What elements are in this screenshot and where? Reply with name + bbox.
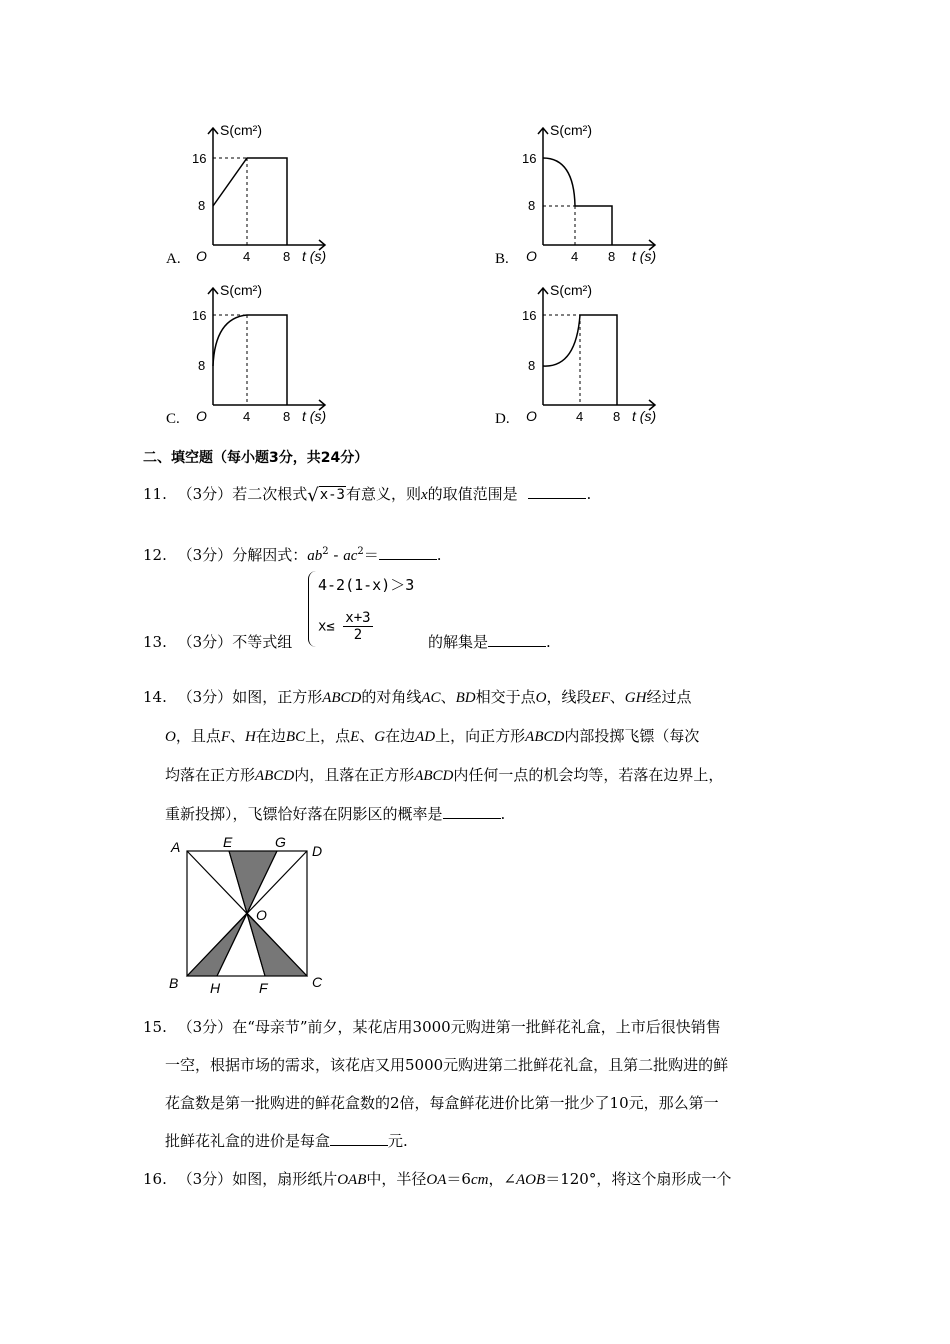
q12-term-ac: ac bbox=[343, 548, 358, 564]
q12-sup-2: 2 bbox=[357, 546, 364, 557]
q14-t: 重新投掷），飞镖恰好落在阴影区的概率是 bbox=[165, 805, 443, 823]
q14-v: E bbox=[350, 729, 360, 745]
graph-a bbox=[180, 118, 340, 268]
q14-v: O bbox=[535, 690, 547, 706]
graph-c-ylabel: S(cm²) bbox=[220, 282, 262, 298]
q14-t: 的对角线 bbox=[361, 688, 422, 706]
graph-d-ytick-16: 16 bbox=[522, 308, 537, 323]
graph-a-xlabel: t (s) bbox=[302, 248, 327, 264]
q15-line-2: 一空，根据市场的需求，该花店又用5000元购进第二批鲜花礼盒，且第二批购进的鲜 bbox=[165, 1056, 729, 1074]
graph-b-label: B. bbox=[495, 251, 509, 267]
q11-text-post: 的取值范围是 bbox=[427, 485, 518, 503]
q14-t: 均落在正方形 bbox=[165, 766, 256, 784]
q14-t: 经过点 bbox=[646, 688, 692, 706]
graph-d-ylabel: S(cm²) bbox=[550, 282, 592, 298]
q11-text-mid: 有意义，则 bbox=[345, 485, 421, 503]
graph-c-xtick-8: 8 bbox=[283, 409, 291, 424]
point-o: O bbox=[256, 907, 267, 923]
q14-line-3 bbox=[143, 756, 813, 795]
q13-text-post: 的解集是 bbox=[428, 633, 489, 651]
q14-v: F bbox=[220, 729, 231, 745]
q12-number: 12. bbox=[143, 546, 167, 564]
point-d: D bbox=[312, 843, 323, 859]
graph-d-xtick-8: 8 bbox=[613, 409, 621, 424]
graph-c bbox=[180, 278, 340, 428]
q13-numerator: x+3 bbox=[345, 610, 371, 626]
q14-number: 14. bbox=[143, 688, 167, 706]
q14-answer-blank[interactable] bbox=[443, 804, 501, 819]
q15-line-3: 花盒数是第一批购进的鲜花盒数的2倍，每盒鲜花进价比第一批少了10元，那么第一 bbox=[165, 1094, 719, 1112]
q14-t: 内任何一点的机会均等，若落在边界上， bbox=[453, 766, 724, 784]
q14-line-1 bbox=[143, 678, 813, 717]
q15-end: 元. bbox=[388, 1132, 408, 1150]
question-11 bbox=[143, 483, 591, 507]
q15-line-4 bbox=[143, 1122, 813, 1160]
graph-c-origin: O bbox=[196, 408, 207, 424]
q12-answer-blank[interactable] bbox=[379, 545, 437, 560]
graph-a-xtick-4: 4 bbox=[243, 249, 251, 264]
q11-score: （3分） bbox=[177, 485, 233, 503]
square-figure bbox=[165, 832, 345, 1000]
q13-score: （3分） bbox=[177, 633, 233, 651]
q14-t: 上，点 bbox=[305, 727, 351, 745]
q16-t: ＝120°，将这个扇形成一个 bbox=[545, 1170, 732, 1188]
q14-v: AC bbox=[421, 690, 441, 706]
q15-number: 15. bbox=[143, 1018, 167, 1036]
q14-v: H bbox=[245, 729, 256, 745]
q14-t: 内部投掷飞镖（每次 bbox=[564, 727, 700, 745]
q14-t: 在边 bbox=[385, 727, 416, 745]
q11-end: . bbox=[586, 485, 592, 503]
q16-t: ＝6 bbox=[446, 1170, 471, 1188]
q14-v: ABCD bbox=[255, 768, 295, 784]
q14-t: 、 bbox=[359, 727, 375, 745]
q14-v: EF bbox=[591, 690, 610, 706]
q16-v: AOB bbox=[516, 1172, 546, 1188]
graph-c-curve bbox=[213, 315, 287, 405]
q15-score: （3分） bbox=[177, 1018, 233, 1036]
graph-c-ytick-16: 16 bbox=[192, 308, 207, 323]
q11-var: x bbox=[421, 487, 428, 503]
graph-a-ytick-8: 8 bbox=[198, 198, 206, 213]
graph-d-xtick-4: 4 bbox=[576, 409, 584, 424]
q16-t: ，∠ bbox=[488, 1170, 517, 1188]
q14-v: O bbox=[165, 729, 176, 745]
graph-a-xtick-8: 8 bbox=[283, 249, 291, 264]
point-h: H bbox=[210, 980, 221, 996]
q14-line-4 bbox=[143, 795, 813, 833]
q12-sup-1: 2 bbox=[322, 546, 329, 557]
q13-number: 13. bbox=[143, 633, 167, 651]
q16-v: OA bbox=[426, 1172, 447, 1188]
q14-score: （3分） bbox=[177, 688, 233, 706]
section-title: 二、填空题（每小题3分，共24分） bbox=[143, 450, 369, 466]
q14-v: BD bbox=[455, 690, 476, 706]
graph-a-ytick-16: 16 bbox=[192, 151, 207, 166]
graph-b-ylabel: S(cm²) bbox=[550, 122, 592, 138]
graph-c-label: C. bbox=[166, 411, 180, 427]
q14-t: 内，且落在正方形 bbox=[294, 766, 415, 784]
q16-score: （3分） bbox=[177, 1170, 233, 1188]
question-13 bbox=[143, 631, 292, 653]
q14-v: G bbox=[374, 729, 386, 745]
q12-end: . bbox=[436, 546, 442, 564]
q13-end: . bbox=[546, 633, 551, 651]
question-16 bbox=[143, 1160, 813, 1199]
q13-denominator: 2 bbox=[353, 627, 363, 643]
q16-v: cm bbox=[470, 1172, 489, 1188]
point-e: E bbox=[223, 834, 233, 850]
graph-d-origin: O bbox=[526, 408, 537, 424]
q13-tail bbox=[428, 631, 551, 653]
q14-t: 、 bbox=[230, 727, 246, 745]
q14-t: 、 bbox=[440, 688, 456, 706]
q11-radicand: x-3 bbox=[319, 487, 345, 503]
point-g: G bbox=[275, 834, 286, 850]
q12-term-ab: ab bbox=[307, 548, 323, 564]
q14-t: ，且点 bbox=[175, 727, 221, 745]
q15-answer-blank[interactable] bbox=[330, 1131, 388, 1146]
graph-a-label: A. bbox=[166, 251, 181, 267]
graph-a-ylabel: S(cm²) bbox=[220, 122, 262, 138]
q14-end: . bbox=[500, 805, 506, 823]
q14-line-2 bbox=[143, 717, 813, 756]
q14-t: ，线段 bbox=[546, 688, 592, 706]
q14-v: BC bbox=[285, 729, 306, 745]
graph-a-curve bbox=[213, 158, 287, 245]
q13-fraction bbox=[343, 610, 372, 643]
q13-text-pre: 不等式组 bbox=[232, 633, 293, 651]
graph-d-xlabel: t (s) bbox=[632, 408, 657, 424]
q12-eq: ＝ bbox=[363, 546, 379, 564]
graph-b-origin: O bbox=[526, 248, 537, 264]
question-12 bbox=[143, 541, 442, 567]
graph-b-xlabel: t (s) bbox=[632, 248, 657, 264]
point-b: B bbox=[169, 975, 179, 991]
q14-v: ABCD bbox=[414, 768, 454, 784]
question-14 bbox=[143, 678, 813, 833]
graph-b-xtick-4: 4 bbox=[571, 249, 579, 264]
q13-answer-blank[interactable] bbox=[488, 632, 546, 647]
q14-t: 相交于点 bbox=[475, 688, 536, 706]
q12-score: （3分） bbox=[177, 546, 233, 564]
q16-v: OAB bbox=[337, 1172, 367, 1188]
q14-v: ABCD bbox=[322, 690, 362, 706]
q11-answer-blank[interactable] bbox=[528, 484, 586, 499]
q11-number: 11. bbox=[143, 485, 167, 503]
graph-c-xtick-4: 4 bbox=[243, 409, 251, 424]
point-c: C bbox=[312, 974, 323, 990]
q15-line-1 bbox=[143, 1008, 813, 1046]
graph-b-xtick-8: 8 bbox=[608, 249, 616, 264]
q16-t: 中，半径 bbox=[366, 1170, 427, 1188]
shaded-region-top bbox=[229, 851, 277, 913]
q12-text-pre: 分解因式： bbox=[232, 546, 308, 564]
graph-d-ytick-8: 8 bbox=[528, 358, 536, 373]
q13-inequality-2 bbox=[318, 610, 373, 643]
graph-d bbox=[510, 278, 670, 428]
q14-v: ABCD bbox=[525, 729, 565, 745]
graph-c-ytick-8: 8 bbox=[198, 358, 206, 373]
graph-b-ytick-16: 16 bbox=[522, 151, 537, 166]
q13-brace bbox=[308, 571, 316, 647]
q14-t: 如图，正方形 bbox=[232, 688, 323, 706]
q11-text-pre: 若二次根式 bbox=[232, 485, 308, 503]
point-a: A bbox=[171, 839, 181, 855]
graph-b bbox=[510, 118, 670, 268]
q15-text: 在“母亲节”前夕，某花店用3000元购进第一批鲜花礼盒，上市后很快销售 bbox=[232, 1018, 721, 1036]
q13-inequality-1: 4-2(1-x)＞3 bbox=[318, 576, 415, 594]
question-15 bbox=[143, 1008, 813, 1160]
graph-b-ytick-8: 8 bbox=[528, 198, 536, 213]
point-f: F bbox=[259, 980, 268, 996]
graph-b-curve bbox=[543, 158, 612, 245]
q14-v: GH bbox=[624, 690, 647, 706]
q13-x-le: x≤ bbox=[318, 618, 335, 635]
q12-minus: - bbox=[328, 546, 344, 564]
sqrt-radical: √ bbox=[307, 485, 319, 506]
graph-d-label: D. bbox=[495, 411, 510, 427]
graph-c-xlabel: t (s) bbox=[302, 408, 327, 424]
q16-t: 如图，扇形纸片 bbox=[232, 1170, 338, 1188]
q15-text: 批鲜花礼盒的进价是每盒 bbox=[165, 1132, 331, 1150]
q14-t: 上，向正方形 bbox=[435, 727, 526, 745]
graph-a-origin: O bbox=[196, 248, 207, 264]
q14-t: 在边 bbox=[255, 727, 286, 745]
q14-v: AD bbox=[415, 729, 436, 745]
q16-number: 16. bbox=[143, 1170, 167, 1188]
q14-t: 、 bbox=[609, 688, 625, 706]
